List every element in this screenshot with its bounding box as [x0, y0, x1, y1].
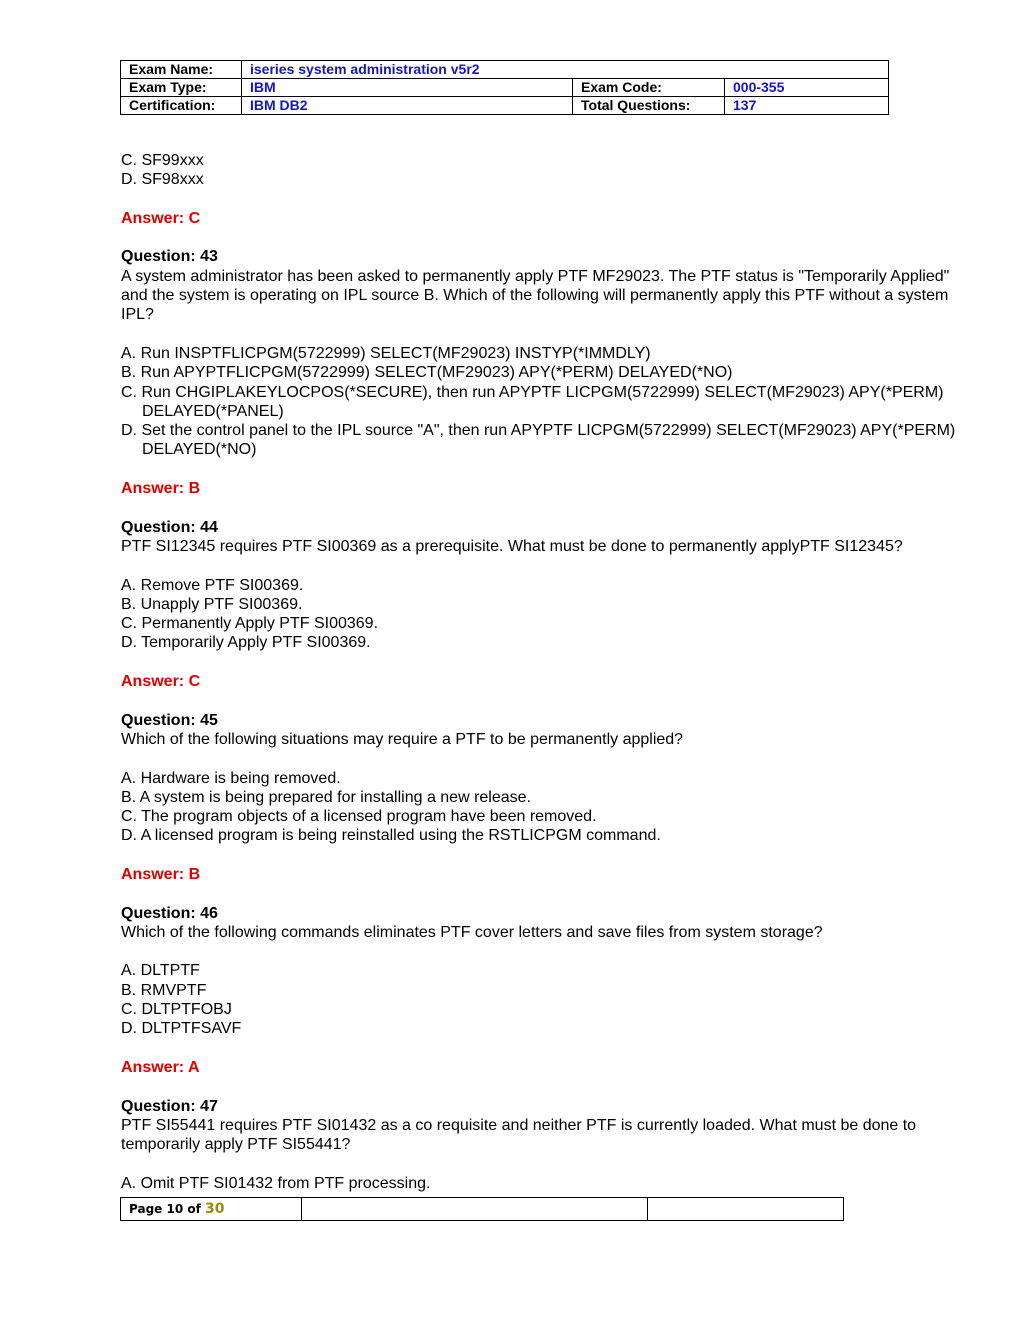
footer-cell-middle	[302, 1198, 648, 1221]
question-46	[121, 904, 966, 1078]
option-a: A. Omit PTF SI01432 from PTF processing.	[121, 1174, 431, 1192]
option-b: B. A system is being prepared for installing a new release.	[121, 788, 531, 806]
option-d: D. Temporarily Apply PTF SI00369.	[121, 634, 371, 652]
question-text: Which of the following situations may require a PTF to be permanently applied?	[121, 730, 684, 748]
option-b: B. Unapply PTF SI00369.	[121, 595, 303, 613]
answer: Answer: A	[121, 1058, 200, 1076]
question-text: A system administrator has been asked to permanently apply PTF MF29023. The PTF status is "Temporarily Applied" and the system is operating on IPL source B. Which of the following will permanently apply this PTF without a system IPL?	[121, 267, 950, 324]
option-c: C. Permanently Apply PTF SI00369.	[121, 615, 379, 633]
exam-info-table	[120, 60, 889, 115]
option-d: D. SF98xxx	[121, 171, 204, 189]
question-title: Question: 45	[121, 711, 218, 729]
page-footer	[120, 1197, 844, 1221]
certification-label: Certification:	[121, 97, 242, 115]
question-47	[121, 1097, 966, 1193]
option-c: C. DLTPTFOBJ	[121, 1001, 232, 1019]
exam-code-value: 000-355	[725, 79, 889, 97]
answer: Answer: B	[121, 480, 201, 498]
option-c: C. SF99xxx	[121, 152, 204, 169]
previous-question-tail	[121, 151, 966, 228]
page-content	[121, 151, 966, 1193]
question-title: Question: 43	[121, 248, 218, 266]
option-a: A. DLTPTF	[121, 962, 200, 980]
question-text: PTF SI12345 requires PTF SI00369 as a prerequisite. What must be done to permanently applyPTF SI12345?	[121, 537, 903, 555]
option-a: A. Run INSPTFLICPGM(5722999) SELECT(MF29023) INSTYP(*IMMDLY)	[121, 344, 651, 362]
exam-type-value: IBM	[242, 79, 573, 97]
total-questions-label: Total Questions:	[573, 97, 725, 115]
answer: Answer: C	[121, 673, 201, 691]
option-c: C. The program objects of a licensed program have been removed.	[121, 808, 597, 826]
exam-type-label: Exam Type:	[121, 79, 242, 97]
option-a: A. Hardware is being removed.	[121, 769, 341, 787]
question-text: PTF SI55441 requires PTF SI01432 as a co requisite and neither PTF is currently loaded. What must be done to temporarily apply PTF SI55441?	[121, 1116, 917, 1154]
option-d: D. A licensed program is being reinstalled using the RSTLICPGM command.	[121, 827, 661, 845]
total-questions-value: 137	[725, 97, 889, 115]
answer: Answer: C	[121, 209, 201, 227]
exam-name-value: iseries system administration v5r2	[242, 61, 889, 79]
exam-code-label: Exam Code:	[573, 79, 725, 97]
page-number	[121, 1198, 302, 1221]
footer-cell-right	[648, 1198, 844, 1221]
option-b: B. Run APYPTFLICPGM(5722999) SELECT(MF29023) APY(*PERM) DELAYED(*NO)	[121, 364, 733, 382]
question-title: Question: 44	[121, 518, 218, 536]
question-44	[121, 518, 966, 692]
page-number-prefix: Page 10 of	[129, 1202, 205, 1216]
exam-name-label: Exam Name:	[121, 61, 242, 79]
question-43	[121, 247, 966, 498]
question-text: Which of the following commands eliminates PTF cover letters and save files from system storage?	[121, 923, 823, 941]
option-d: D. DLTPTFSAVF	[121, 1020, 242, 1038]
option-d: D. Set the control panel to the IPL source "A", then run APYPTF LICPGM(5722999) SELECT(MF29023) APY(*PERM) DELAYED(*NO)	[121, 422, 956, 459]
question-45	[121, 711, 966, 885]
question-title: Question: 47	[121, 1097, 218, 1115]
option-b: B. RMVPTF	[121, 981, 207, 999]
option-a: A. Remove PTF SI00369.	[121, 576, 304, 594]
option-c: C. Run CHGIPLAKEYLOCPOS(*SECURE), then run APYPTF LICPGM(5722999) SELECT(MF29023) APY(*PERM) DELAYED(*PANEL)	[121, 383, 944, 420]
page-total: 30	[205, 1201, 225, 1217]
question-title: Question: 46	[121, 904, 218, 922]
certification-value: IBM DB2	[242, 97, 573, 115]
answer: Answer: B	[121, 865, 201, 883]
